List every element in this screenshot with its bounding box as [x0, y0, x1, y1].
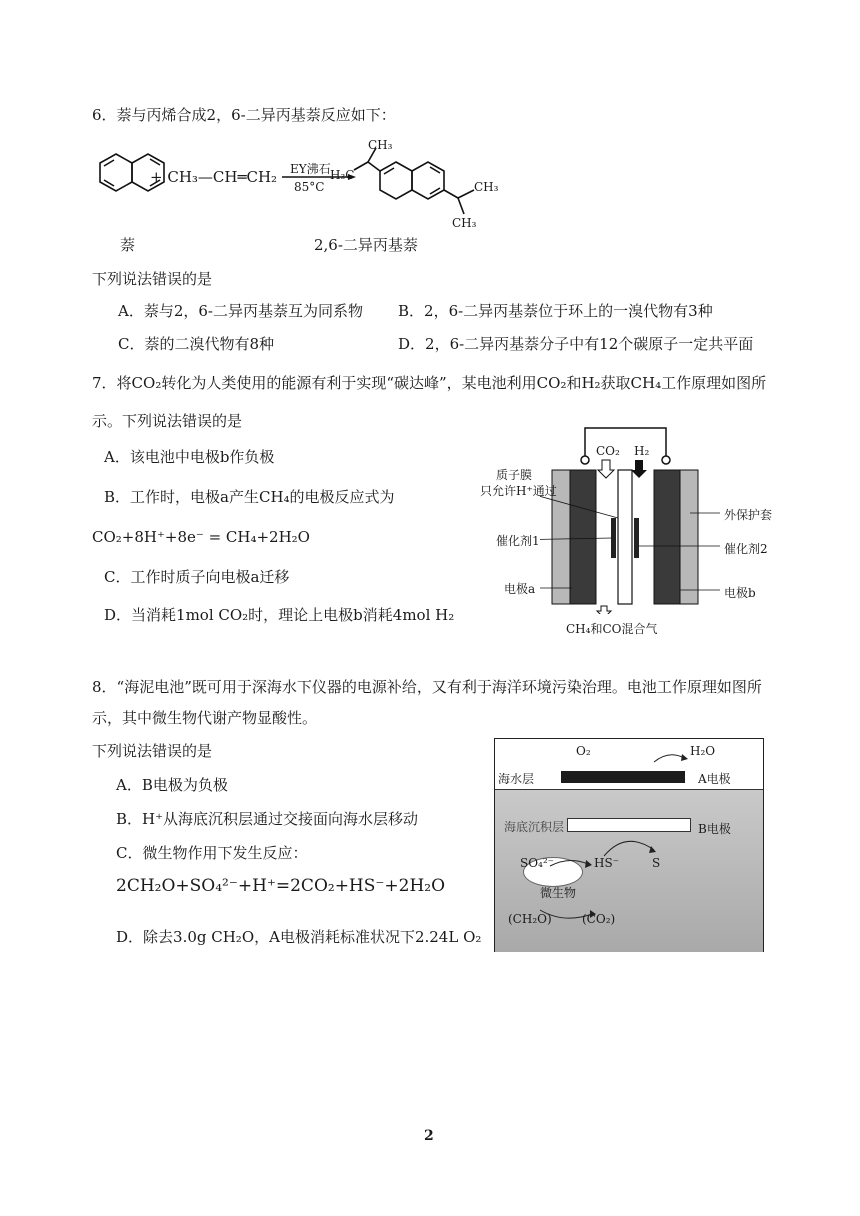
q8-fig-electrode-b: B电极 — [698, 822, 731, 836]
q8-fig-seawater: 海水层 — [498, 772, 535, 786]
q8-fig-o2: O₂ — [576, 744, 591, 758]
q7-fig-electrode-a: 电极a — [504, 582, 536, 596]
q6-option-d: D．2，6-二异丙基萘分子中有12个碳原子一定共平面 — [398, 335, 754, 353]
product-structure — [354, 148, 474, 214]
q8-option-a: A．B电极为负极 — [116, 776, 228, 794]
temperature-label: 85°C — [294, 180, 325, 194]
q8-option-c: C．微生物作用下发生反应： — [116, 844, 308, 862]
q6-stem: 6．萘与丙烯合成2，6-二异丙基萘反应如下： — [92, 106, 396, 124]
label-product: 2,6-二异丙基萘 — [314, 236, 418, 254]
product-ch3-top: CH₃ — [368, 138, 393, 152]
q6-option-c: C．萘的二溴代物有8种 — [118, 335, 275, 353]
q8-stem-line1: 8．“海泥电池”既可用于深海水下仪器的电源补给，又有利于海洋环境污染治理。电池工作原理如图所 — [92, 678, 762, 696]
q8-fig-microbe: 微生物 — [540, 886, 577, 900]
page-number: 2 — [424, 1128, 434, 1144]
q7-fig-h2: H₂ — [634, 444, 650, 458]
product-h3c: H₃C — [330, 168, 355, 182]
q7-option-b: B．工作时，电极a产生CH₄的电极反应式为 — [104, 488, 395, 506]
q8-fig-electrode-a: A电极 — [698, 772, 731, 786]
q7-fig-membrane: 质子膜 — [496, 468, 533, 482]
product-ch3-bottom: CH₃ — [452, 216, 477, 230]
q7-option-a: A．该电池中电极b作负极 — [104, 448, 275, 466]
q8-fig-h2o: H₂O — [690, 744, 716, 758]
q7-fig-outer: 外保护套 — [724, 508, 773, 522]
q8-option-c-equation: 2CH₂O+SO₄²⁻+H⁺=2CO₂+HS⁻+2H₂O — [116, 876, 446, 896]
propene-text: + CH₃—CH═CH₂ — [150, 168, 278, 186]
q7-option-b-equation: CO₂+8H⁺+8e⁻ = CH₄+2H₂O — [92, 528, 310, 546]
q7-fig-membrane-note: 只允许H⁺通过 — [480, 484, 557, 498]
q8-option-b: B．H⁺从海底沉积层通过交接面向海水层移动 — [116, 810, 419, 828]
q8-fig-co2: (CO₂) — [582, 912, 616, 926]
q7-option-d: D．当消耗1mol CO₂时，理论上电极b消耗4mol H₂ — [104, 606, 455, 624]
q8-fig-s: S — [652, 856, 661, 870]
catalyst-label: EY沸石 — [290, 162, 331, 176]
q7-fig-catalyst2: 催化剂2 — [724, 542, 768, 556]
q6-option-a: A．萘与2，6-二异丙基萘互为同系物 — [118, 302, 363, 320]
q6-option-b: B．2，6-二异丙基萘位于环上的一溴代物有3种 — [398, 302, 713, 320]
q7-option-c: C．工作时质子向电极a迁移 — [104, 568, 290, 586]
q7-fig-catalyst1: 催化剂1 — [496, 534, 540, 548]
q7-fig-co2: CO₂ — [596, 444, 620, 458]
q7-stem-line1: 7．将CO₂转化为人类使用的能源有利于实现“碳达峰”，某电池利用CO₂和H₂获取CH₄工作原理如图所 — [92, 374, 767, 392]
label-naphthalene: 萘 — [120, 236, 136, 254]
q8-prompt: 下列说法错误的是 — [92, 742, 213, 760]
q7-cell-diagram — [540, 418, 720, 614]
q8-fig-sediment: 海底沉积层 — [504, 820, 565, 834]
q8-fig-ch2o: (CH₂O) — [508, 912, 552, 926]
q8-fig-so4: SO₄²⁻ — [520, 856, 555, 870]
q7-fig-outlet: CH₄和CO混合气 — [566, 622, 658, 636]
product-ch3-right: CH₃ — [474, 180, 499, 194]
q6-prompt: 下列说法错误的是 — [92, 270, 213, 288]
q8-stem-line2: 示，其中微生物代谢产物显酸性。 — [92, 709, 318, 727]
q8-option-d: D．除去3.0g CH₂O，A电极消耗标准状况下2.24L O₂ — [116, 928, 482, 946]
q7-stem-line2: 示。下列说法错误的是 — [92, 412, 243, 430]
q7-fig-electrode-b: 电极b — [724, 586, 756, 600]
q8-fig-hs: HS⁻ — [594, 856, 620, 870]
